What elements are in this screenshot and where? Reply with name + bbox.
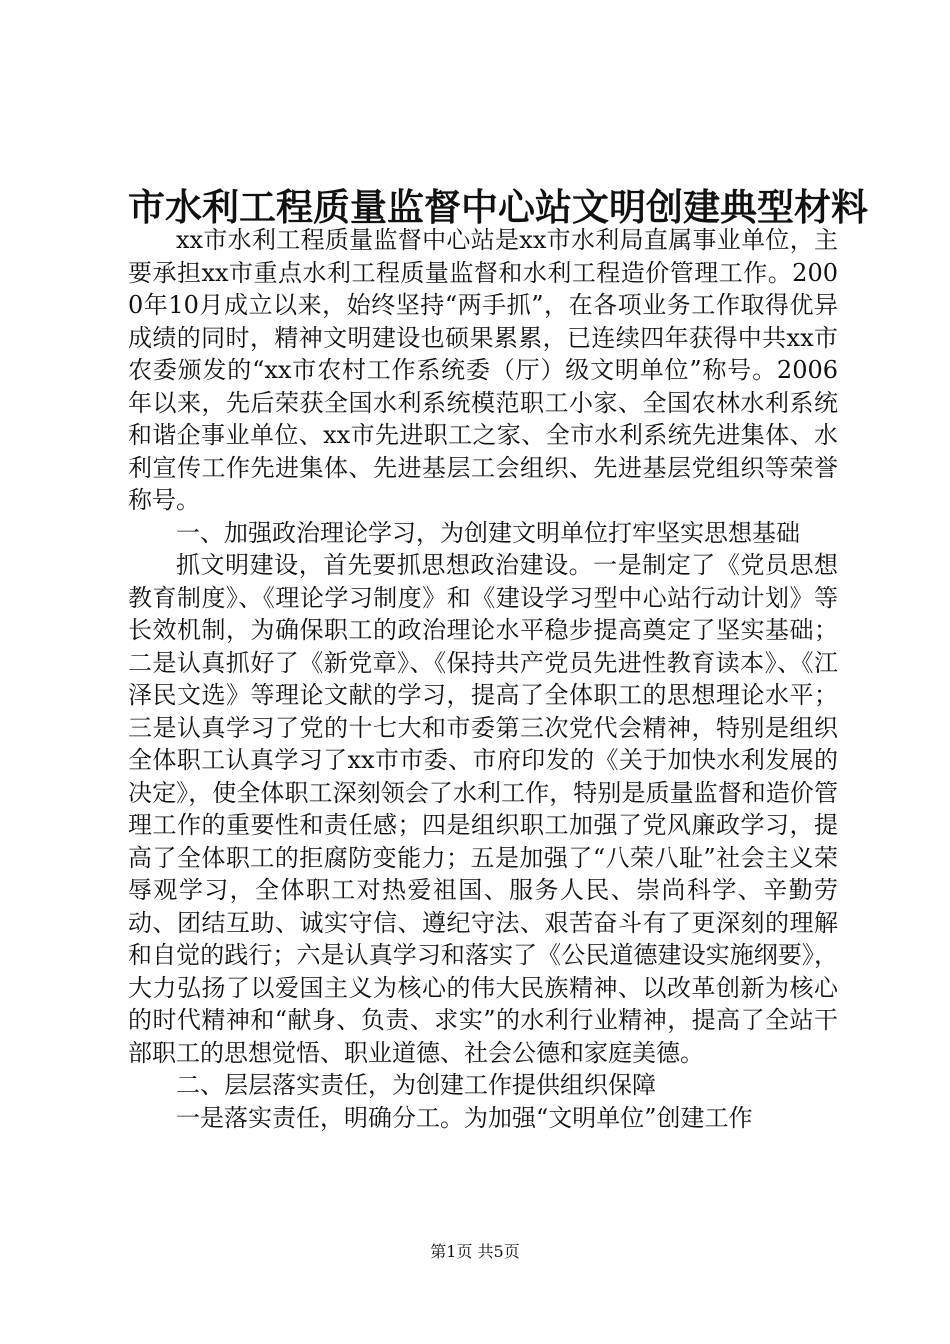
document-body <box>128 224 838 1134</box>
page-footer <box>0 1241 950 1263</box>
document-title: 市水利工程质量监督中心站文明创建典型材料 <box>128 185 868 229</box>
section-heading-1: 一、加强政治理论学习，为创建文明单位打牢坚实思想基础 <box>176 518 800 547</box>
paragraph-section-1: 抓文明建设，首先要抓思想政治建设。一是制定了《党员思想教育制度》、《理论学习制度》和《建设学习型中心站行动计划》等长效机制，为确保职工的政治理论水平稳步提高奠定了坚实基础；二是认真抓好了《新党章》、《保持共产党员先进性教育读本》、《江泽民文选》等理论文献的学习，提高了全体职工的思想理论水平；三是认真学习了党的十七大和市委第三次党代会精神，特别是组织全体职工认真学习了xx市市委、市府印发的《关于加快水利发展的决定》，使全体职工深刻领会了水利工作，特别是质量监督和造价管理工作的重要性和责任感；四是组织职工加强了党风廉政学习，提高了全体职工的拒腐防变能力；五是加强了“八荣八耻”社会主义荣辱观学习，全体职工对热爱祖国、服务人民、崇尚科学、辛勤劳动、团结互助、诚实守信、遵纪守法、艰苦奋斗有了更深刻的理解和自觉的践行；六是认真学习和落实了《公民道德建设实施纲要》，大力弘扬了以爱国主义为核心的伟大民族精神、以改革创新为核心的时代精神和“献身、负责、求实”的水利行业精神，提高了全站干部职工的思想觉悟、职业道德、社会公德和家庭美德。 <box>128 551 838 1067</box>
paragraph-section-2: 一是落实责任，明确分工。为加强“文明单位”创建工作 <box>176 1103 753 1132</box>
section-heading-2: 二、层层落实责任，为创建工作提供组织保障 <box>176 1071 656 1099</box>
paragraph-intro: xx市水利工程质量监督中心站是xx市水利局直属事业单位，主要承担xx市重点水利工程质量监督和水利工程造价管理工作。2000年10月成立以来，始终坚持“两手抓”，在各项业务工作取得优异成绩的同时，精神文明建设也硕果累累，已连续四年获得中共xx市农委颁发的“xx市农村工作系统委（厅）级文明单位”称号。2006年以来，先后荣获全国水利系统模范职工小家、全国农林水利系统和谐企事业单位、xx市先进职工之家、全市水利系统先进集体、水利宣传工作先进集体、先进基层工会组织、先进基层党组织等荣誉称号。 <box>128 226 838 514</box>
page-number: 第1页 共5页 <box>430 1242 520 1261</box>
